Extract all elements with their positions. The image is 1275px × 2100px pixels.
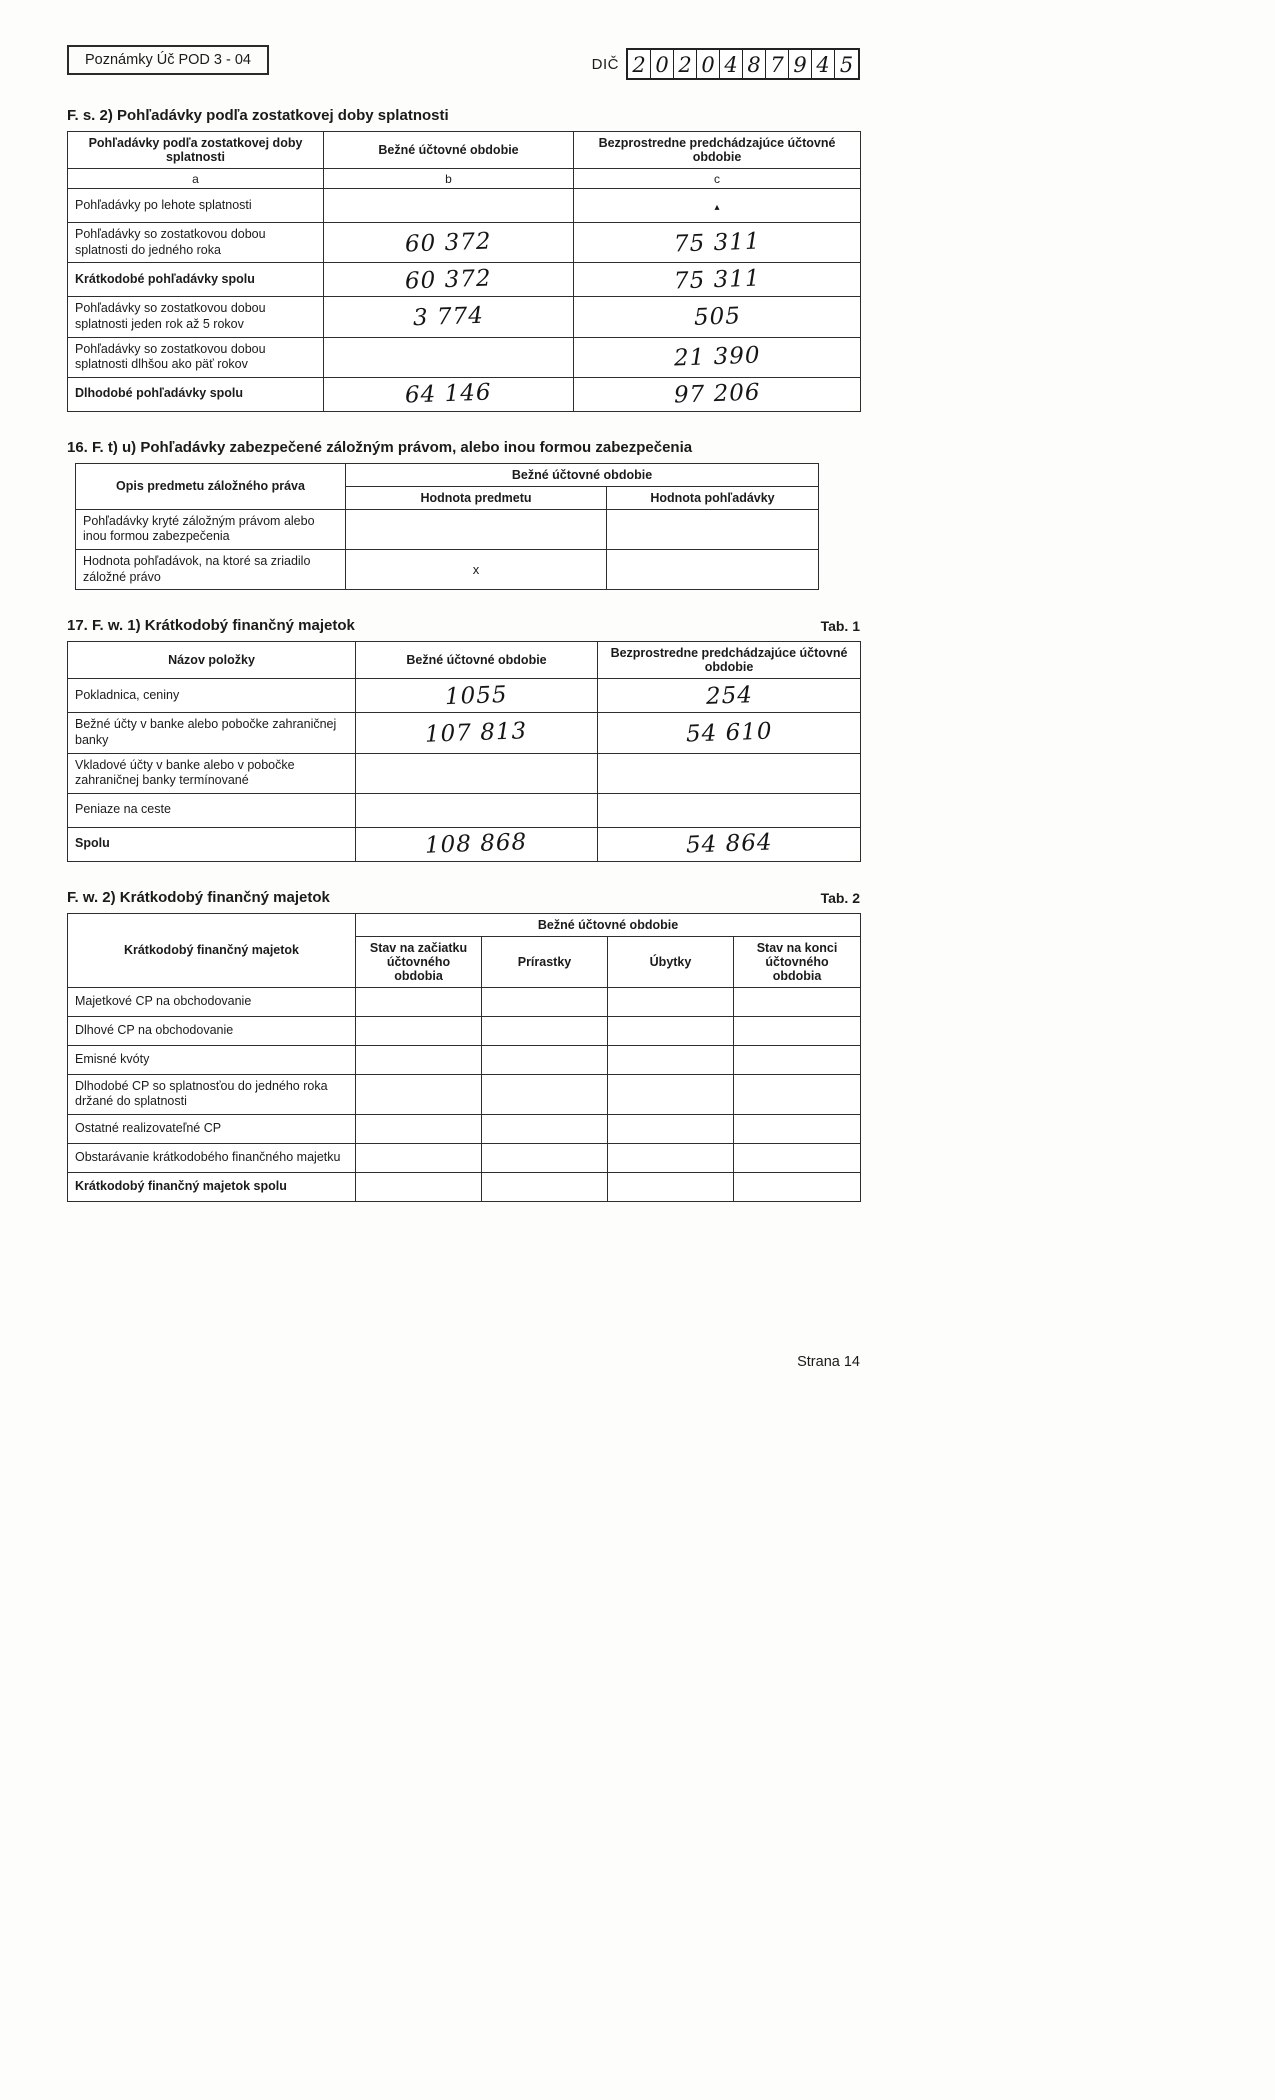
col-header-c: Bezprostredne predchádzajúce účtovné obdobie (574, 132, 861, 169)
value-previous-period (574, 297, 861, 337)
empty-cell (356, 1173, 482, 1202)
table-row (76, 550, 819, 590)
dic-digit: 0 (697, 50, 720, 78)
row-label: Vkladové účty v banke alebo v pobočke zahraničnej banky termínované (68, 753, 356, 793)
row-label: Bežné účty v banke alebo pobočke zahraničnej banky (68, 713, 356, 753)
dic-area (592, 48, 860, 80)
empty-cell (482, 1074, 608, 1114)
handwritten-value: 1055 (444, 681, 509, 710)
section-title-pledged-receivables: 16. F. t) u) Pohľadávky zabezpečené záložným právom, alebo inou formou zabezpečenia (67, 438, 693, 456)
empty-cell (608, 1016, 734, 1045)
row-label: Hodnota pohľadávok, na ktoré sa zriadilo záložné právo (76, 550, 346, 590)
value-asset (346, 550, 607, 590)
table-row (68, 1144, 861, 1173)
table-row (68, 1173, 861, 1202)
empty-cell (482, 1173, 608, 1202)
value-current-period (324, 263, 574, 297)
table-row (68, 713, 861, 753)
handwritten-value: 21 390 (673, 342, 761, 372)
empty-cell (608, 1115, 734, 1144)
value-previous-period (598, 793, 861, 827)
table-row (68, 263, 861, 297)
value-previous-period (574, 263, 861, 297)
cell-value: x (472, 561, 480, 577)
dic-digit-boxes (626, 48, 860, 80)
col-header-disposals: Úbytky (608, 936, 734, 987)
handwritten-value: 60 372 (404, 265, 493, 295)
document-page (67, 0, 860, 1370)
table-row (68, 223, 861, 263)
handwritten-value: 75 311 (673, 265, 761, 295)
table-row (68, 827, 861, 861)
handwritten-value: 107 813 (425, 718, 528, 748)
col-header-item-name: Krátkodobý finančný majetok (68, 913, 356, 987)
empty-cell (482, 1016, 608, 1045)
table-row (68, 297, 861, 337)
empty-cell (734, 1115, 861, 1144)
empty-cell (608, 1074, 734, 1114)
row-label: Majetkové CP na obchodovanie (68, 987, 356, 1016)
col-header-closing-balance: Stav na konci účtovného obdobia (734, 936, 861, 987)
handwritten-value: 75 311 (673, 228, 761, 258)
handwritten-value: 54 610 (685, 718, 773, 748)
row-label: Pohľadávky so zostatkovou dobou splatnosti jeden rok až 5 rokov (68, 297, 324, 337)
form-id-text: Poznámky Úč POD 3 - 04 (85, 52, 251, 68)
empty-cell (608, 1173, 734, 1202)
short-term-financial-assets-table-2 (67, 913, 861, 1202)
section-title-short-term-assets-1: 17. F. w. 1) Krátkodobý finančný majetok (67, 617, 355, 635)
empty-cell (482, 1115, 608, 1144)
col-header-item-name: Názov položky (68, 642, 356, 679)
dic-digit: 4 (720, 50, 743, 78)
table-row (68, 753, 861, 793)
dic-digit: 9 (789, 50, 812, 78)
col-header-previous-period: Bezprostredne predchádzajúce účtovné obdobie (598, 642, 861, 679)
col-header-description: Opis predmetu záložného práva (76, 463, 346, 509)
row-label: Pohľadávky so zostatkovou dobou splatnosti dlhšou ako päť rokov (68, 337, 324, 377)
page-number: Strana 14 (797, 1354, 860, 1370)
table-row (68, 377, 861, 411)
col-header-receivable-value: Hodnota pohľadávky (607, 486, 819, 509)
value-current-period (356, 793, 598, 827)
subheader-b: b (324, 169, 574, 189)
dic-digit: 4 (812, 50, 835, 78)
row-label: Krátkodobé pohľadávky spolu (68, 263, 324, 297)
col-header-opening-balance: Stav na začiatku účtovného obdobia (356, 936, 482, 987)
row-label: Pohľadávky so zostatkovou dobou splatnosti do jedného roka (68, 223, 324, 263)
table-row (68, 679, 861, 713)
empty-cell (734, 1173, 861, 1202)
empty-cell (734, 1144, 861, 1173)
tab-1-label: Tab. 1 (820, 618, 860, 635)
row-label: Peniaze na ceste (68, 793, 356, 827)
empty-cell (482, 1144, 608, 1173)
table-row (68, 1045, 861, 1074)
scan-mark: ▴ (714, 201, 720, 213)
section-17-title-row (67, 617, 860, 634)
empty-cell (356, 1045, 482, 1074)
empty-cell (356, 1074, 482, 1114)
col-header-span-current-period: Bežné účtovné obdobie (356, 913, 861, 936)
empty-cell (482, 987, 608, 1016)
value-current-period (356, 679, 598, 713)
section-title-receivables-maturity: F. s. 2) Pohľadávky podľa zostatkovej doby splatnosti (67, 107, 449, 124)
col-header-b: Bežné účtovné obdobie (324, 132, 574, 169)
row-label: Dlhové CP na obchodovanie (68, 1016, 356, 1045)
table-row (68, 337, 861, 377)
value-previous-period (598, 713, 861, 753)
value-asset (346, 509, 607, 549)
empty-cell (356, 1115, 482, 1144)
table-header-row (68, 132, 861, 169)
row-label: Dlhodobé pohľadávky spolu (68, 377, 324, 411)
value-current-period (356, 827, 598, 861)
value-previous-period (598, 753, 861, 793)
table-row (68, 793, 861, 827)
row-label: Pohľadávky po lehote splatnosti (68, 189, 324, 223)
empty-cell (356, 1016, 482, 1045)
empty-cell (356, 987, 482, 1016)
table-row (68, 987, 861, 1016)
dic-digit: 2 (628, 50, 651, 78)
value-current-period (324, 377, 574, 411)
subheader-c: c (574, 169, 861, 189)
table-row (68, 189, 861, 223)
row-label: Emisné kvóty (68, 1045, 356, 1074)
value-receivable (607, 509, 819, 549)
table-row (76, 509, 819, 549)
form-id-box (67, 45, 269, 75)
table-header-row (76, 463, 819, 486)
value-previous-period (574, 377, 861, 411)
row-label: Dlhodobé CP so splatnosťou do jedného roka držané do splatnosti (68, 1074, 356, 1114)
row-label: Obstarávanie krátkodobého finančného majetku (68, 1144, 356, 1173)
row-label: Pokladnica, ceniny (68, 679, 356, 713)
receivables-maturity-table (67, 131, 861, 412)
handwritten-value: 64 146 (404, 379, 493, 409)
dic-label: DIČ (591, 55, 619, 73)
col-header-current-period: Bežné účtovné obdobie (356, 642, 598, 679)
handwritten-value: 3 774 (412, 302, 485, 332)
dic-digit: 8 (743, 50, 766, 78)
value-previous-period (574, 337, 861, 377)
empty-cell (356, 1144, 482, 1173)
table-row (68, 1115, 861, 1144)
empty-cell (608, 1144, 734, 1173)
short-term-financial-assets-table-1 (67, 641, 861, 862)
value-current-period (324, 223, 574, 263)
value-current-period (356, 753, 598, 793)
handwritten-value: 254 (705, 681, 753, 710)
handwritten-value: 505 (693, 303, 741, 331)
row-label: Ostatné realizovateľné CP (68, 1115, 356, 1144)
value-current-period (324, 337, 574, 377)
col-header-a: Pohľadávky podľa zostatkovej doby splatnosti (68, 132, 324, 169)
value-current-period (356, 713, 598, 753)
empty-cell (734, 1074, 861, 1114)
row-label: Pohľadávky kryté záložným právom alebo inou formou zabezpečenia (76, 509, 346, 549)
table-subheader-row (68, 169, 861, 189)
handwritten-value: 108 868 (425, 829, 528, 860)
table-row (68, 1016, 861, 1045)
empty-cell (734, 1016, 861, 1045)
empty-cell (734, 1045, 861, 1074)
subheader-a: a (68, 169, 324, 189)
value-previous-period (598, 827, 861, 861)
col-header-asset-value: Hodnota predmetu (346, 486, 607, 509)
empty-cell (734, 987, 861, 1016)
value-current-period (324, 189, 574, 223)
section-title-short-term-assets-2: F. w. 2) Krátkodobý finančný majetok (67, 888, 330, 906)
empty-cell (482, 1045, 608, 1074)
col-header-additions: Prírastky (482, 936, 608, 987)
dic-digit: 5 (839, 53, 854, 77)
table-header-row (68, 642, 861, 679)
handwritten-value: 54 864 (685, 829, 773, 859)
table-header-row (68, 913, 861, 936)
handwritten-value: 97 206 (673, 379, 761, 409)
pledged-receivables-table (75, 463, 819, 591)
dic-digit: 7 (766, 50, 789, 78)
dic-digit: 0 (651, 50, 674, 78)
section-18-title-row (67, 889, 860, 906)
value-previous-period (574, 189, 861, 223)
row-label: Krátkodobý finančný majetok spolu (68, 1173, 356, 1202)
value-previous-period (574, 223, 861, 263)
row-label: Spolu (68, 827, 356, 861)
value-receivable (607, 550, 819, 590)
col-header-span-current-period: Bežné účtovné obdobie (346, 463, 819, 486)
handwritten-value: 60 372 (404, 228, 493, 258)
table-row (68, 1074, 861, 1114)
empty-cell (608, 1045, 734, 1074)
value-previous-period (598, 679, 861, 713)
page-header (67, 45, 860, 80)
value-current-period (324, 297, 574, 337)
tab-2-label: Tab. 2 (820, 889, 860, 906)
empty-cell (608, 987, 734, 1016)
dic-digit: 2 (674, 50, 697, 78)
